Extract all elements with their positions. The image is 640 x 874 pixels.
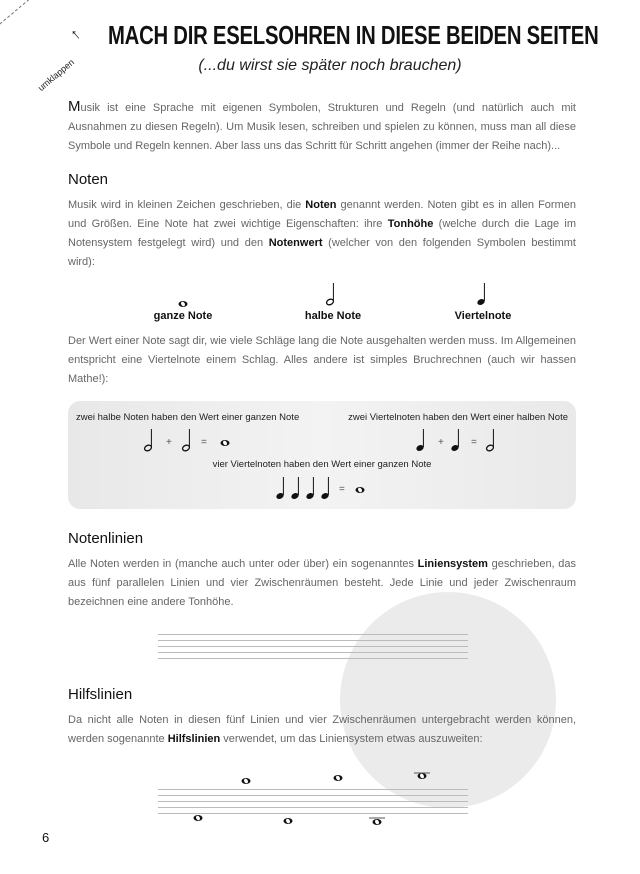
- whole-note-icon: [179, 301, 188, 307]
- notenlinien-paragraph: Alle Noten werden in (manche auch unter oder über) ein sogenanntes Liniensystem geschrieben, das aus fünf parallelen Linien und vier Zwischenräumen besteht. Jede Linie und jeder Zwischenraum bezeichnen eine andere Tonhöhe.: [68, 558, 577, 608]
- half-note-icon: [326, 283, 335, 306]
- svg-text:+: +: [165, 437, 172, 448]
- note-examples: [68, 278, 576, 328]
- fold-line: [0, 0, 111, 41]
- box-text-c: vier Viertelnoten haben den Wert einer ganzen Note: [212, 459, 432, 470]
- heading-noten: Noten: [68, 171, 109, 188]
- box-text-b: zwei Viertelnoten haben den Wert einer halben Note: [348, 412, 568, 423]
- ledger-example: [68, 755, 576, 825]
- svg-text:+: +: [438, 437, 444, 448]
- notenwert-paragraph: Der Wert einer Note sagt dir, wie viele Schläge lang die Note ausgehalten werden muss. Im Allgemeinen entspricht eine Viertelnote einem Schlag. Alles andere ist simples Bruchrechnen (auch wir hassen Mathe!):: [68, 335, 576, 385]
- equation-half-half-whole: [128, 424, 248, 454]
- ledger-notes: [68, 767, 576, 827]
- heading-hilfslinien: Hilfslinien: [68, 686, 133, 703]
- page-number: 6: [42, 830, 50, 845]
- intro-paragraph: Musik ist eine Sprache mit eigenen Symbolen, Strukturen und Regeln (und natürlich auch mit Ausnahmen zu diesen Regeln). Um Musik lesen, schreiben und spielen zu können, muss man all diese Symbole und Regeln kennen. Aber lass uns das Schritt für Schritt angehen (immer der Reihe nach)...: [68, 98, 576, 152]
- label-quarter-note: Viertelnote: [454, 310, 512, 322]
- quarter-note-icon: [476, 283, 485, 306]
- heading-notenlinien: Notenlinien: [68, 530, 144, 547]
- equation-four-quarters-whole: [262, 471, 382, 501]
- fold-label: umklappen: [35, 57, 77, 93]
- page-subtitle: (...du wirst sie später noch brauchen): [198, 57, 462, 74]
- main-content: [68, 97, 576, 825]
- box-text-a: zwei halbe Noten haben den Wert einer ganzen Note: [76, 412, 300, 423]
- note-symbols: [68, 278, 576, 310]
- label-whole-note: ganze Note: [153, 310, 213, 322]
- svg-text:=: =: [200, 437, 207, 448]
- svg-text:=: =: [471, 437, 477, 448]
- arrow-up-icon: ↑: [67, 25, 85, 44]
- noten-paragraph: Musik wird in kleinen Zeichen geschrieben, die Noten genannt werden. Noten gibt es in allen Formen und Größen. Eine Note hat zwei wichtige Eigenschaften: ihre Tonhöhe (welche durch die Lage im Notensystem festgelegt wird) und den Notenwert (welcher von den folgenden Symbolen bestimmt wird):: [68, 199, 576, 268]
- equation-quarter-quarter-half: [398, 424, 518, 454]
- note-value-box: [68, 401, 576, 509]
- label-half-note: halbe Note: [304, 310, 362, 322]
- staff-lines: [158, 634, 468, 659]
- hilfslinien-paragraph: Da nicht alle Noten in diesen fünf Linien und vier Zwischenräumen untergebracht werden können, werden sogenannte Hilfslinien verwendet, um das Liniensystem etwas auszuweiten:: [68, 714, 576, 745]
- page-title: MACH DIR ESELSOHREN IN DIESE BEIDEN SEITEN: [108, 20, 599, 50]
- svg-text:=: =: [339, 484, 345, 495]
